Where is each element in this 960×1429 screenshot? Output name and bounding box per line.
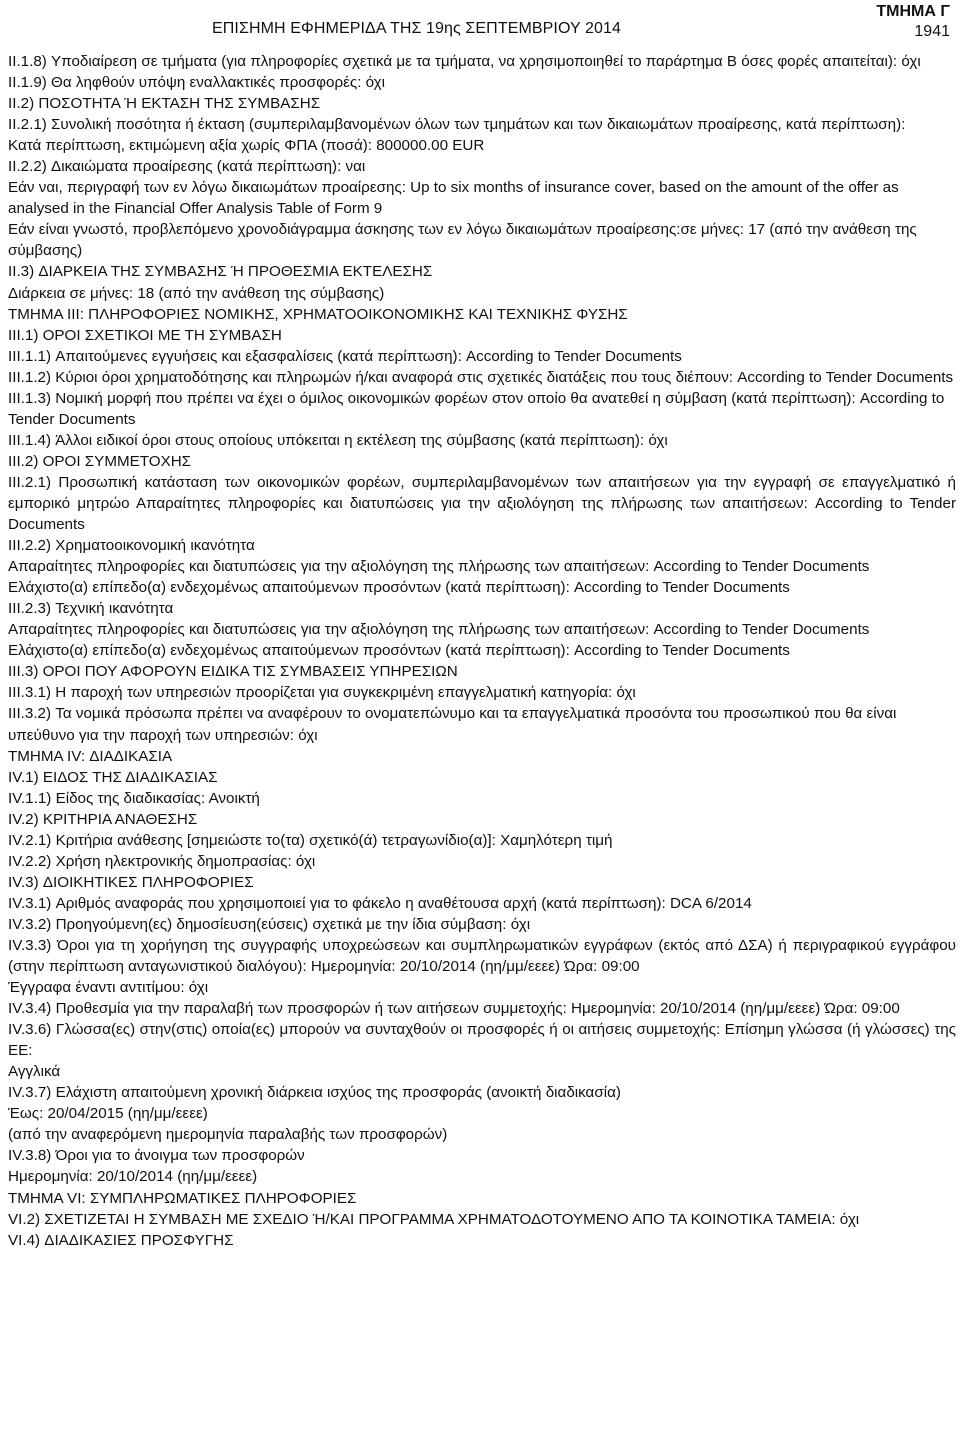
- paragraph: IV.1.1) Είδος της διαδικασίας: Ανοικτή: [8, 789, 260, 807]
- paragraph: III.2.3) Τεχνική ικανότητα: [8, 600, 174, 618]
- paragraph: IV.3.7) Ελάχιστη απαιτούμενη χρονική διάρκεια ισχύος της προσφοράς (ανοικτή διαδικασία): [8, 1084, 621, 1102]
- paragraph: IV.3.2) Προηγούμενη(ες) δημοσίευση(εύσεις) σχετικά με την ίδια σύμβαση: όχι: [8, 915, 531, 933]
- paragraph: Εάν είναι γνωστό, προβλεπόμενο χρονοδιάγραμμα άσκησης των εν λόγω δικαιωμάτων προαίρεσης:σε μήνες: 17 (από την ανάθεση της σύμβασης): [8, 221, 917, 260]
- paragraph: II.1.8) Υποδιαίρεση σε τμήματα (για πληροφορίες σχετικά με τα τμήματα, να χρησιμοποιηθεί το παράρτημα Β όσες φορές απαιτείται): όχι: [8, 53, 921, 70]
- part-heading: ΤΜΗΜΑ IV: ΔΙΑΔΙΚΑΣΙΑ: [8, 747, 173, 765]
- paragraph: Απαραίτητες πληροφορίες και διατυπώσεις για την αξιολόγηση της πλήρωσης των απαιτήσεων: According to Tender Documents: [8, 621, 870, 639]
- paragraph: Ελάχιστο(α) επίπεδο(α) ενδεχομένως απαιτούμενων προσόντων (κατά περίπτωση): According to Tender Documents: [8, 642, 790, 660]
- paragraph: Έγγραφα έναντι αντιτίμου: όχι: [8, 979, 209, 997]
- paragraph: IV.3.4) Προθεσμία για την παραλαβή των προσφορών ή των αιτήσεων συμμετοχής: Ημερομηνία: 20/10/2014 (ηη/μμ/εεεε) Ώρα: 09:00: [8, 1000, 900, 1018]
- paragraph: Απαραίτητες πληροφορίες και διατυπώσεις για την αξιολόγηση της πλήρωσης των απαιτήσεων: According to Tender Documents: [8, 558, 870, 576]
- section-label: ΤΜΗΜΑ Γ: [876, 3, 950, 20]
- paragraph: II.2.2) Δικαιώματα προαίρεσης (κατά περίπτωση): ναι: [8, 158, 366, 176]
- paragraph: IV.3.8) Όροι για το άνοιγμα των προσφορών: [8, 1147, 305, 1165]
- section-heading: IV.3) ΔΙΟΙΚΗΤΙΚΕΣ ΠΛΗΡΟΦΟΡΙΕΣ: [8, 873, 254, 891]
- page-header: [0, 0, 960, 46]
- paragraph: III.1.4) Άλλοι ειδικοί όροι στους οποίους υπόκειται η εκτέλεση της σύμβασης (κατά περίπτωση): όχι: [8, 431, 668, 449]
- section-heading: II.2) ΠΟΣΟΤΗΤΑ Ή ΕΚΤΑΣΗ ΤΗΣ ΣΥΜΒΑΣΗΣ: [8, 95, 321, 113]
- paragraph: III.2.2) Χρηματοοικονομική ικανότητα: [8, 537, 255, 555]
- paragraph: Ημερομηνία: 20/10/2014 (ηη/μμ/εεεε): [8, 1168, 258, 1186]
- header-right-block: [876, 2, 950, 42]
- gazette-title: ΕΠΙΣΗΜΗ ΕΦΗΜΕΡΙΔΑ ΤΗΣ 19ης ΣΕΠΤΕΜΒΡΙΟΥ 2014: [212, 20, 622, 37]
- paragraph: IV.3.1) Αριθμός αναφοράς που χρησιμοποιεί για το φάκελο η αναθέτουσα αρχή (κατά περίπτωση): DCA 6/2014: [8, 894, 752, 912]
- paragraph: (από την αναφερόμενη ημερομηνία παραλαβής των προσφορών): [8, 1126, 448, 1144]
- section-heading: II.3) ΔΙΑΡΚΕΙΑ ΤΗΣ ΣΥΜΒΑΣΗΣ Ή ΠΡΟΘΕΣΜΙΑ ΕΚΤΕΛΕΣΗΣ: [8, 263, 433, 281]
- section-heading: III.1) ΟΡΟΙ ΣΧΕΤΙΚΟΙ ΜΕ ΤΗ ΣΥΜΒΑΣΗ: [8, 326, 282, 344]
- paragraph: Εάν ναι, περιγραφή των εν λόγω δικαιωμάτων προαίρεσης: Up to six months of insurance cover, based on the amount of the offer as analysed in the Financial Offer Analysis Table of Form 9: [8, 179, 899, 218]
- paragraph: IV.3.3) Όροι για τη χορήγηση της συγγραφής υποχρεώσεων και συμπληρωματικών εγγράφων (εκτός από ΔΣΑ) ή περιγραφικού εγγράφου (στην περίπτωση ανταγωνιστικού διαλόγου): Ημερομηνία: 20/10/2014 (ηη/μμ/εεεε) Ώρα: 09:00: [8, 936, 956, 976]
- paragraph: III.1.3) Νομική μορφή που πρέπει να έχει ο όμιλος οικονομικών φορέων στον οποίο θα ανατεθεί η σύμβαση (κατά περίπτωση): According to Tender Documents: [8, 389, 945, 428]
- paragraph: Διάρκεια σε μήνες: 18 (από την ανάθεση της σύμβασης): [8, 284, 385, 302]
- part-heading: ΤΜΗΜΑ III: ΠΛΗΡΟΦΟΡΙΕΣ ΝΟΜΙΚΗΣ, ΧΡΗΜΑΤΟΟΙΚΟΝΟΜΙΚΗΣ ΚΑΙ ΤΕΧΝΙΚΗΣ ΦΥΣΗΣ: [8, 305, 628, 323]
- section-heading: IV.2) ΚΡΙΤΗΡΙΑ ΑΝΑΘΕΣΗΣ: [8, 810, 198, 828]
- section-heading: VI.4) ΔΙΑΔΙΚΑΣΙΕΣ ΠΡΟΣΦΥΓΗΣ: [8, 1231, 234, 1249]
- section-heading: III.3) ΟΡΟΙ ΠΟΥ ΑΦΟΡΟΥΝ ΕΙΔΙΚΑ ΤΙΣ ΣΥΜΒΑΣΕΙΣ ΥΠΗΡΕΣΙΩΝ: [8, 663, 458, 681]
- paragraph: Αγγλικά: [8, 1063, 61, 1081]
- paragraph: Έως: 20/04/2015 (ηη/μμ/εεεε): [8, 1105, 208, 1123]
- paragraph: IV.2.1) Κριτήρια ανάθεσης [σημειώστε το(τα) σχετικό(ά) τετραγωνίδιο(α)]: Χαμηλότερη τιμή: [8, 831, 613, 849]
- paragraph: II.2.1) Συνολική ποσότητα ή έκταση (συμπεριλαμβανομένων όλων των τμημάτων και των δικαιωμάτων προαίρεσης, κατά περίπτωση):: [8, 116, 906, 134]
- paragraph: III.2.1) Προσωπική κατάσταση των οικονομικών φορέων, συμπεριλαμβανομένων των απαιτήσεων για την εγγραφή σε επαγγελματικό ή εμπορικό μητρώο Απαραίτητες πληροφορίες και διατυπώσεις για την αξιολόγηση της πλήρωσης των απαιτήσεων: According to Tender Documents: [8, 473, 956, 534]
- paragraph: IV.3.6) Γλώσσα(ες) στην(στις) οποία(ες) μπορούν να συνταχθούν οι προσφορές ή οι αιτήσεις συμμετοχής: Επίσημη γλώσσα (ή γλώσσες) της ΕΕ:: [8, 1021, 956, 1060]
- paragraph: Ελάχιστο(α) επίπεδο(α) ενδεχομένως απαιτούμενων προσόντων (κατά περίπτωση): According to Tender Documents: [8, 579, 790, 597]
- paragraph: III.1.2) Κύριοι όροι χρηματοδότησης και πληρωμών ή/και αναφορά στις σχετικές διατάξεις που τους διέπουν: According to Tender Documents: [8, 368, 954, 386]
- section-heading: IV.1) ΕΙΔΟΣ ΤΗΣ ΔΙΑΔΙΚΑΣΙΑΣ: [8, 768, 218, 786]
- part-heading: ΤΜΗΜΑ VI: ΣΥΜΠΛΗΡΩΜΑΤΙΚΕΣ ΠΛΗΡΟΦΟΡΙΕΣ: [8, 1189, 357, 1207]
- paragraph: III.3.2) Τα νομικά πρόσωπα πρέπει να αναφέρουν το ονοματεπώνυμο και τα επαγγελματικά προσόντα του προσωπικού που θα είναι υπεύθυνο για την παροχή των υπηρεσιών: όχι: [8, 705, 897, 744]
- paragraph: Κατά περίπτωση, εκτιμώμενη αξία χωρίς ΦΠΑ (ποσά): 800000.00 EUR: [8, 137, 485, 155]
- paragraph: III.3.1) Η παροχή των υπηρεσιών προορίζεται για συγκεκριμένη επαγγελματική κατηγορία: όχι: [8, 684, 636, 702]
- paragraph: III.1.1) Απαιτούμενες εγγυήσεις και εξασφαλίσεις (κατά περίπτωση): According to Tender Documents: [8, 347, 682, 365]
- paragraph: IV.2.2) Χρήση ηλεκτρονικής δημοπρασίας: όχι: [8, 852, 316, 870]
- section-heading: VI.2) ΣΧΕΤΙΖΕΤΑΙ Η ΣΥΜΒΑΣΗ ΜΕ ΣΧΕΔΙΟ Ή/ΚΑΙ ΠΡΟΓΡΑΜΜΑ ΧΡΗΜΑΤΟΔΟΤΟΥΜΕΝΟ ΑΠΟ ΤΑ ΚΟΙΝΟΤΙΚΑ ΤΑΜΕΙΑ: όχι: [8, 1210, 860, 1228]
- paragraph: II.1.9) Θα ληφθούν υπόψη εναλλακτικές προσφορές: όχι: [8, 74, 386, 92]
- section-heading: III.2) ΟΡΟΙ ΣΥΜΜΕΤΟΧΗΣ: [8, 452, 192, 470]
- document-body: [8, 51, 956, 1251]
- page-number: 1941: [914, 23, 950, 40]
